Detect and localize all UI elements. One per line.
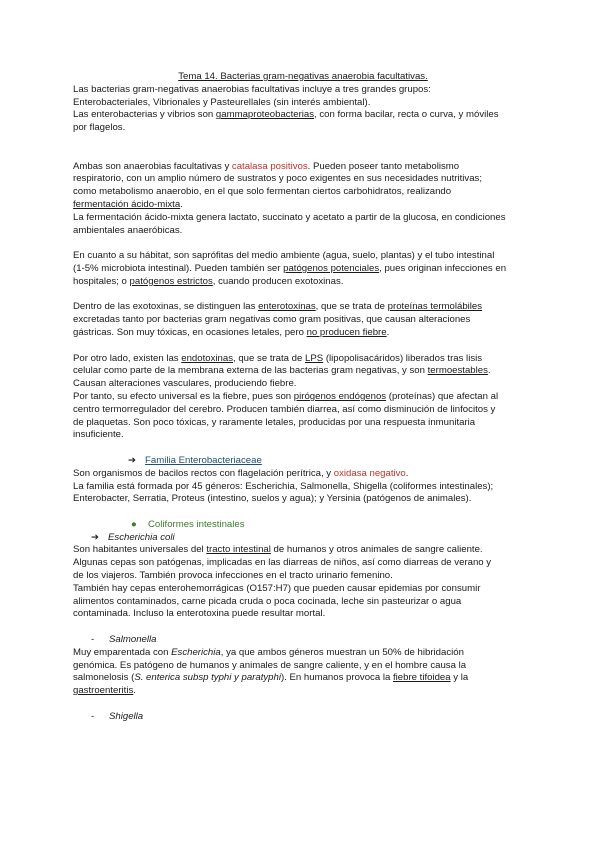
text-line [73,263,533,276]
highlight-term: oxidasa negativo [333,467,406,479]
text-span: Por otro lado, existen las [73,352,182,364]
section-heading-link[interactable]: Familia Enterobacteriaceae [145,454,262,466]
exotoxins-paragraph [73,301,533,339]
text-span: . [180,198,183,210]
text-line: centro termorregulador del cerebro. Producen también diarrea, así como disminución de linfocitos y [73,403,496,415]
document-body [73,71,533,724]
text-line: genómica. Es patógeno de humanos y animales de sangre caliente, y en el hombre causa la [73,659,467,671]
endotoxins-paragraph [73,353,533,443]
text-line [73,468,533,481]
text-span: salmonelosis ( [73,672,135,684]
dash-icon: - [91,710,95,722]
text-span: hospitales; o [73,275,130,287]
text-span: , pues originan infecciones en [379,262,507,274]
text-line: Enterobacteriales, Vibrionales y Pasteurellales (sin interés ambiental). [73,96,371,108]
underlined-term: pirógenos endógenos [293,390,387,402]
text-line: La fermentación ácido-mixta genera lactato, succinato y acetato a partir de la glucosa, en condiciones [73,211,506,223]
page-title: Tema 14. Bacterias gram-negativas anaerobia facultativas. [178,71,428,82]
text-line: por flagelos. [73,122,126,134]
text-span: (proteínas) que afectan al [386,390,499,402]
section-heading: Shigella [109,710,144,722]
underlined-term: patógenos estrictos [129,275,213,287]
coliformes-heading [131,519,533,532]
text-line [73,672,533,685]
underlined-term: termoestables [427,365,488,377]
text-line: respiratorio, con un amplio número de sustratos y poco exigentes en sus necesidades nutritivas; [73,173,483,185]
text-line: alimentos contaminados, carne picada cruda o poca cocinada, leche sin pasteurizar o agua [73,595,462,607]
ecoli-paragraph [73,544,533,621]
text-line: ambientales anaeróbicas. [73,224,183,236]
text-span: Dentro de las exotoxinas, se distinguen las [73,301,259,313]
metabolism-paragraph [73,161,533,238]
text-span: , que se trata de [233,352,306,364]
text-line [73,647,533,660]
family-paragraph [73,468,533,506]
text-line: En cuanto a su hábitat, son saprófitas del medio ambiente (agua, suelo, plantas) y el tubo intestinal [73,250,495,262]
text-line: Enterobacter, Serratia, Proteus (intestino, suelos y agua); y Yersinia (patógenos de animales). [73,493,472,505]
text-span: Muy emparentada con [73,646,172,658]
text-line: de los viajeros. También provoca infecciones en el tracto urinario femenino. [73,570,393,582]
italic-term: S. enterica subsp typhi y paratyphi [134,672,281,684]
salmonella-paragraph [73,647,533,698]
section-heading: Coliformes intestinales [148,518,245,530]
underlined-term: gammaproteobacterias [215,109,315,121]
underlined-term: fiebre tifoidea [392,672,451,684]
text-line: También hay cepas enterohemorrágicas (O157:H7) que pueden causar epidemias por consumir [73,582,481,594]
text-line [73,161,533,174]
text-span: . [386,326,390,338]
text-span: , cuando producen exotoxinas. [212,275,344,287]
salmonella-heading [91,634,533,647]
arrow-icon: ➔ [91,531,100,543]
text-line [73,353,533,366]
text-span: (lipopolisacáridos) liberados tras lisis [323,352,483,364]
text-line [73,365,533,378]
text-line: Causan alteraciones vasculares, produciendo fiebre. [73,378,297,390]
underlined-term: patógenos potenciales [283,262,380,274]
arrow-icon: ➔ [128,454,137,466]
underlined-term: enterotoxinas [258,301,316,313]
underlined-term: no producen fiebre [306,326,387,338]
habitat-paragraph [73,250,533,288]
text-span: Por tanto, su efecto universal es la fiebre, pues son [73,390,294,402]
underlined-term: endotoxinas [181,352,234,364]
underlined-term: tracto intestinal [206,544,271,556]
underlined-term: LPS [305,352,324,364]
text-line: de plaquetas. Son poco tóxicas, y raramente letales, producidas por una respuesta inmunitaria [73,416,476,428]
section-heading: Salmonella [109,634,157,646]
section-heading: Escherichia coli [108,531,175,543]
text-line: contaminada. Incluso la enterotoxina puede resultar mortal. [73,608,326,620]
text-line [73,109,533,122]
text-span: . [405,467,409,479]
text-span: Son organismos de bacilos rectos con flagelación perítrica, y [73,467,334,479]
text-span: de humanos y otros animales de sangre caliente. [270,544,483,556]
text-line [73,544,533,557]
family-heading [128,455,533,468]
shigella-heading [91,711,533,724]
text-line: La familia está formada por 45 géneros: Escherichia, Salmonella, Shigella (coliformes intestinales); [73,480,494,492]
text-span: y la [450,672,469,684]
text-span: Las enterobacterias y vibrios son [73,109,216,121]
text-line: excretadas tanto por bacterias gram negativas como gram positivas, que causan alteraciones [73,314,471,326]
text-span: . [487,365,491,377]
text-line: Las bacterias gram-negativas anaerobias facultativas incluye a tres grandes grupos: [73,83,431,95]
text-line [73,301,533,314]
text-line [73,327,533,340]
text-span: Ambas son anaerobias facultativas y [73,160,232,172]
underlined-term: gastroenteritis [73,685,134,697]
intro-paragraph [73,84,533,135]
bullet-icon: ● [131,518,137,530]
text-span: ). En humanos provoca la [280,672,393,684]
text-line [73,199,533,212]
text-span: celular como parte de la membrana externa de las bacterias gram negativas, y son [73,365,428,377]
highlight-term: catalasa positivos [231,160,308,172]
dash-icon: - [91,634,95,646]
underlined-term: proteínas termolábiles [387,301,483,313]
text-span: , con forma bacilar, recta o curva, y móviles [314,109,499,121]
text-span: Son habitantes universales del [73,544,207,556]
italic-term: Escherichia [171,646,221,658]
text-line [73,391,533,404]
text-span: gástricas. Son muy tóxicas, en ocasiones letales, pero [73,326,307,338]
ecoli-heading [91,532,533,545]
text-line: como metabolismo anaerobio, en el que solo fermentan ciertos carbohidratos, realizando [73,186,452,198]
text-span: , que se trata de [315,301,388,313]
underlined-term: fermentación ácido-mixta [73,198,181,210]
text-line: insuficiente. [73,429,124,441]
text-line [73,276,533,289]
text-line [73,685,533,698]
text-span: . [133,685,136,697]
text-line: Algunas cepas son patógenas, implicadas en las diarreas de niños, así como diarreas de verano y [73,557,492,569]
text-span: , ya que ambos géneros muestran un 50% de hibridación [220,646,464,658]
text-span: (1-5% microbiota intestinal). Pueden también ser [73,262,284,274]
text-span: . Pueden poseer tanto metabolismo [307,160,460,172]
